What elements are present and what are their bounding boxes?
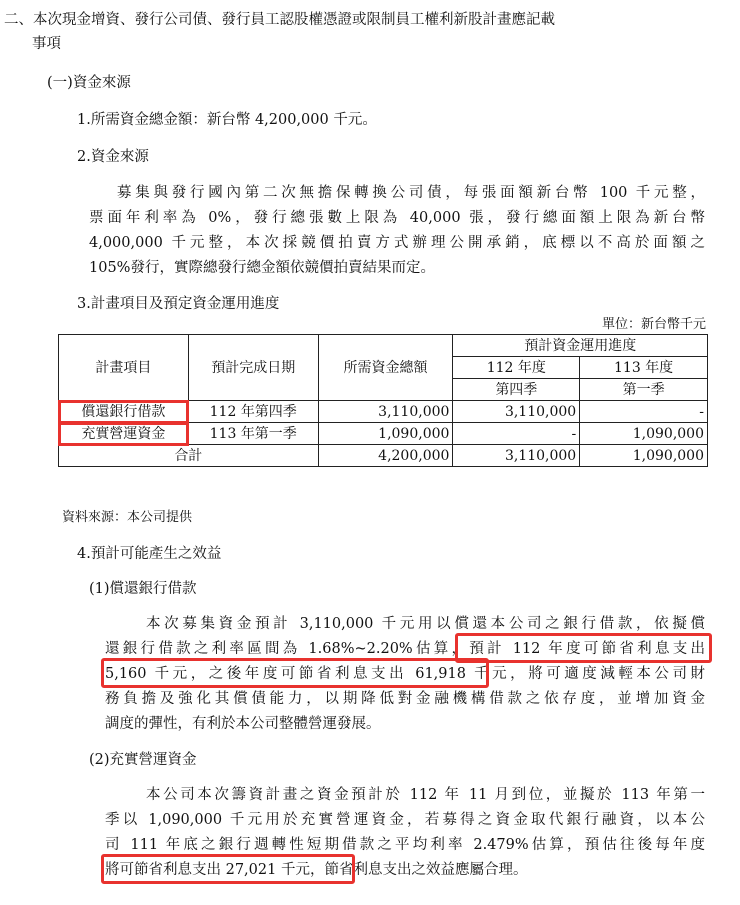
sum-label: 合計	[59, 445, 319, 467]
benefit-1-line: 調度的彈性，有利於本公司整體營運發展。	[105, 716, 381, 732]
benefit-1-title: (1)償還銀行借款	[89, 581, 197, 597]
row-date: 112 年第四季	[188, 401, 318, 423]
header-q4: 第四季	[453, 379, 580, 401]
highlight-box	[455, 633, 712, 663]
heading-line-2: 事項	[32, 36, 61, 52]
sum-q4: 3,110,000	[453, 445, 580, 467]
header-year-112: 112 年度	[453, 357, 580, 379]
row-total: 3,110,000	[318, 401, 453, 423]
header-q1: 第一季	[580, 379, 708, 401]
header-total-funds: 所需資金總額	[318, 335, 453, 401]
benefit-2-line: 季以 1,090,000 千元用於充實營運資金，若募得之資金取代銀行融資，以本公	[105, 812, 705, 828]
source-note: 資料來源：本公司提供	[62, 510, 193, 525]
row-q4: 3,110,000	[453, 401, 580, 423]
unit-label: 單位：新台幣千元	[601, 317, 706, 332]
header-plan-item: 計畫項目	[59, 335, 189, 401]
table-sum-row	[59, 445, 708, 467]
benefit-2-line: 本公司本次籌資計畫之資金預計於 112 年 11 月到位，並擬於 113 年第一	[146, 787, 705, 803]
benefit-1-line: 5,160 千元，之後年度可節省利息支出 61,918 千元，將可適度減輕本公司財	[105, 666, 705, 682]
benefit-1-line: 本次募集資金預計 3,110,000 千元用以償還本公司之銀行借款，依擬償	[146, 616, 705, 632]
heading-line-1: 二、本次現金增資、發行公司債、發行員工認股權憑證或限制員工權利新股計畫應記載	[4, 12, 555, 28]
source-paragraph-line: 票面年利率為 0%，發行總張數上限為 40,000 張，發行總面額上限為新台幣	[89, 210, 705, 226]
row-q1: 1,090,000	[580, 423, 708, 445]
table-row	[59, 423, 708, 445]
source-paragraph-line: 4,000,000 千元整，本次採競價拍賣方式辦理公開承銷，底標以不高於面額之	[89, 235, 705, 251]
row-date: 113 年第一季	[188, 423, 318, 445]
header-completion-date: 預計完成日期	[188, 335, 318, 401]
row-total: 1,090,000	[318, 423, 453, 445]
item-plan-schedule: 3.計畫項目及預定資金運用進度	[77, 296, 280, 312]
item-total-amount: 1.所需資金總金額：新台幣 4,200,000 千元。	[77, 112, 377, 128]
row-item: 充實營運資金	[59, 423, 189, 445]
source-paragraph-line: 105%發行，實際總發行總金額依競價拍賣結果而定。	[89, 260, 435, 276]
benefit-1-line: 還銀行借款之利率區間為 1.68%~2.20%估算，預計 112 年度可節省利息支出	[105, 641, 705, 657]
row-q4: -	[453, 423, 580, 445]
benefit-1-line: 務負擔及強化其償債能力，以期降低對金融機構借款之依存度，並增加資金	[105, 691, 705, 707]
item-expected-benefits: 4.預計可能產生之效益	[77, 546, 222, 562]
source-paragraph-line: 募集與發行國內第二次無擔保轉換公司債，每張面額新台幣 100 千元整，	[117, 185, 705, 201]
plan-table	[58, 334, 708, 467]
benefit-2-title: (2)充實營運資金	[89, 752, 197, 768]
row-q1: -	[580, 401, 708, 423]
highlight-box	[101, 854, 355, 884]
header-year-113: 113 年度	[580, 357, 708, 379]
highlight-box	[101, 658, 489, 688]
benefit-2-line: 將可節省利息支出 27,021 千元，節省利息支出之效益應屬合理。	[105, 862, 528, 878]
sum-q1: 1,090,000	[580, 445, 708, 467]
sum-total: 4,200,000	[318, 445, 453, 467]
item-fund-source: 2.資金來源	[77, 149, 149, 165]
header-progress: 預計資金運用進度	[453, 335, 708, 357]
section-fund-source: (一)資金來源	[47, 75, 131, 91]
benefit-2-line: 司 111 年底之銀行週轉性短期借款之平均利率 2.479%估算，預估往後每年度	[105, 837, 705, 853]
row-item: 償還銀行借款	[59, 401, 189, 423]
table-row	[59, 401, 708, 423]
